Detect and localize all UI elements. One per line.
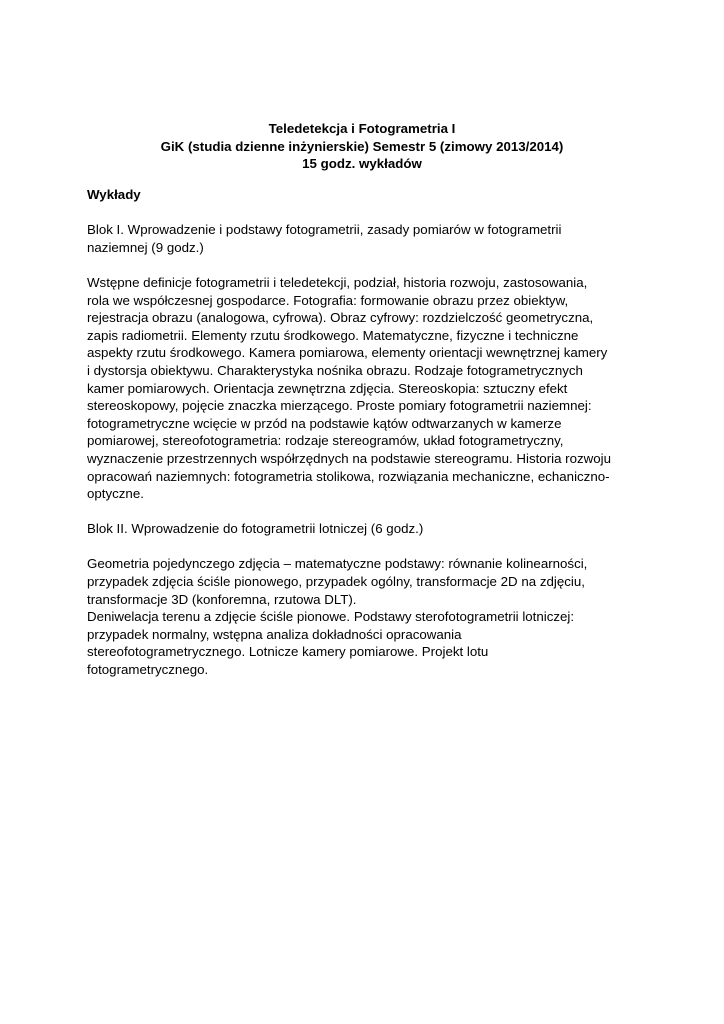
text-line: Blok I. Wprowadzenie i podstawy fotogrametrii, zasady pomiarów w fotogrametrii: [87, 222, 562, 238]
block-1-description: [87, 274, 647, 503]
block-2-heading: [87, 520, 647, 538]
text-line: fotogrametryczne wcięcie w przód na podstawie kątów odtwarzanych w kamerze: [87, 415, 562, 431]
text-line: rola we współczesnej gospodarce. Fotografia: formowanie obrazu przez obiektyw,: [87, 292, 569, 308]
text-line: przypadek zdjęcia ściśle pionowego, przypadek ogólny, transformacje 2D na zdjęciu,: [87, 574, 585, 590]
text-line: aspekty rzutu środkowego. Kamera pomiarowa, elementy orientacji wewnętrznej kamery: [87, 345, 608, 361]
text-line: wyznaczenie przestrzennych współrzędnych na podstawie stereogramu. Historia rozwoju: [87, 450, 611, 466]
text-line: kamer pomiarowych. Orientacja zewnętrzna zdjęcia. Stereoskopia: sztuczny efekt: [87, 380, 568, 396]
document-body: [87, 186, 647, 696]
text-line: stereofotogrametrycznego. Lotnicze kamery pomiarowe. Projekt lotu: [87, 644, 489, 660]
text-line: stereoskopowy, pojęcie znaczka mierzącego. Proste pomiary fotogrametrii naziemnej:: [87, 398, 592, 414]
title-line-course: Teledetekcja i Fotogrametria I: [268, 121, 456, 136]
title-line-hours: 15 godz. wykładów: [302, 156, 422, 172]
text-line: Blok II. Wprowadzenie do fotogrametrii lotniczej (6 godz.): [87, 521, 424, 537]
text-line: pomiarowej, stereofotogrametria: rodzaje stereogramów, układ fotogrametryczny,: [87, 433, 564, 449]
section-heading-lectures: Wykłady: [87, 187, 141, 202]
document-title: [0, 120, 724, 173]
title-line-program: GiK (studia dzienne inżynierskie) Semestr 5 (zimowy 2013/2014): [160, 138, 564, 154]
text-line: optyczne.: [87, 486, 144, 502]
text-line: rejestracja obrazu (analogowa, cyfrowa). Obraz cyfrowy: rozdzielczość geometryczna,: [87, 310, 594, 326]
text-line: transformacje 3D (konforemna, rzutowa DLT).: [87, 591, 357, 607]
text-line: naziemnej (9 godz.): [87, 239, 204, 255]
text-line: Geometria pojedynczego zdjęcia – matematyczne podstawy: równanie kolinearności,: [87, 556, 588, 572]
text-line: fotogrametrycznego.: [87, 662, 209, 678]
text-line: zapis radiometrii. Elementy rzutu środkowego. Matematyczne, fizyczne i techniczne: [87, 327, 579, 343]
block-1-heading: [87, 221, 647, 256]
text-line: przypadek normalny, wstępna analiza dokładności opracowania: [87, 626, 462, 642]
block-2-description: [87, 555, 647, 678]
text-line: Wstępne definicje fotogrametrii i teledetekcji, podział, historia rozwoju, zastosowania,: [87, 274, 588, 290]
text-line: Deniwelacja terenu a zdjęcie ściśle pionowe. Podstawy sterofotogrametrii lotniczej:: [87, 609, 575, 625]
text-line: opracowań naziemnych: fotogrametria stolikowa, rozwiązania mechaniczne, echaniczno-: [87, 468, 610, 484]
text-line: i dystorsja obiektywu. Charakterystyka nośnika obrazu. Rodzaje fotogrametrycznych: [87, 362, 583, 378]
